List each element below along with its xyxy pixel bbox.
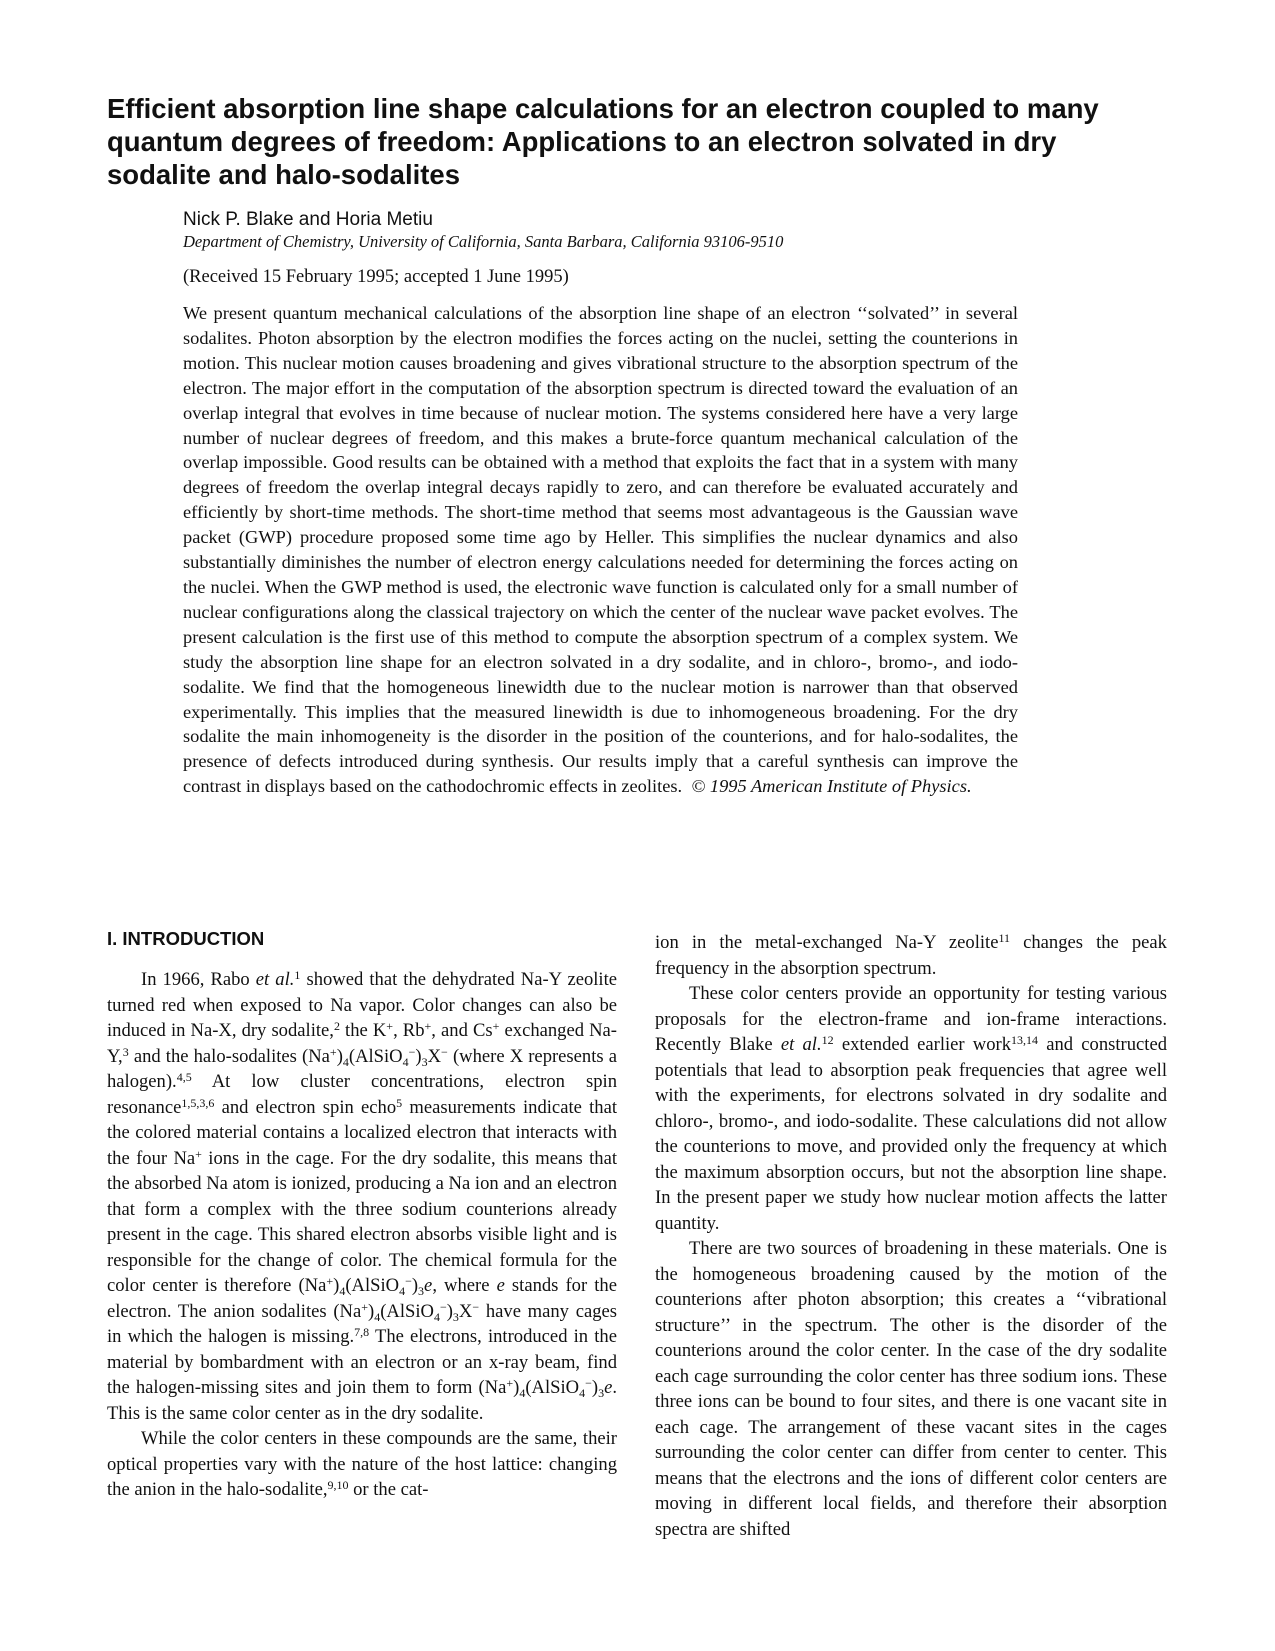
- abstract: [183, 301, 1018, 799]
- section-heading: I. INTRODUCTION: [107, 928, 265, 949]
- intro-paragraph-4: There are two sources of broadening in these materials. One is the homogeneous broadening caused by the motion of the counterions after photon absorption; this creates a ‘‘vibrational structure’’ in the spectrum. The other is the disorder of the counterions around the color center. In the case of the dry sodalite each cage surrounding the color center has three sodium ions. These three ions can be bound to four sites, and there is one vacant site in each cage. The arrangement of these vacant sites in the cages surrounding the color center can differ from center to center. This means that the electrons and the ions of different color centers are moving in different local fields, and therefore their absorption spectra are shifted: [655, 1238, 1167, 1540]
- affiliation: Department of Chemistry, University of California, Santa Barbara, California 93106-9510: [183, 232, 784, 251]
- right-column: [655, 930, 1167, 1542]
- left-column: [107, 928, 617, 1503]
- abstract-text: We present quantum mechanical calculations of the absorption line shape of an electron ‘‘solvated’’ in several sodalites. Photon absorption by the electron modifies the forces acting on the nuclei, setting the counterions in motion. This nuclear motion causes broadening and gives vibrational structure to the absorption spectrum of the electron. The major effort in the computation of the absorption spectrum is directed toward the evaluation of an overlap integral that evolves in time because of nuclear motion. The systems considered here have a very large number of nuclear degrees of freedom, and this makes a brute-force quantum mechanical calculation of the overlap impossible. Good results can be obtained with a method that exploits the fact that in a system with many degrees of freedom the overlap integral decays rapidly to zero, and can therefore be evaluated accurately and efficiently by short-time methods. The short-time method that seems most advantageous is the Gaussian wave packet (GWP) procedure proposed some time ago by Heller. This simplifies the nuclear dynamics and also substantially diminishes the number of electron energy calculations needed for determining the forces acting on the nuclei. When the GWP method is used, the electronic wave function is calculated only for a small number of nuclear configurations along the classical trajectory on which the center of the nuclear wave packet evolves. The present calculation is the first use of this method to compute the absorption spectrum of a complex system. We study the absorption line shape for an electron solvated in a dry sodalite, and in chloro-, bromo-, and iodo-sodalite. We find that the homogeneous linewidth due to the nuclear motion is narrower than that observed experimentally. This implies that the measured linewidth is due to inhomogeneous broadening. For the dry sodalite the main inhomogeneity is the disorder in the position of the counterions, and for halo-sodalites, the presence of defects introduced during synthesis. Our results imply that a careful synthesis can improve the contrast in displays based on the cathodochromic effects in zeolites.: [183, 303, 1018, 797]
- received-dates: (Received 15 February 1995; accepted 1 June 1995): [183, 267, 569, 287]
- intro-paragraph-2: While the color centers in these compounds are the same, their optical properties vary with the nature of the host lattice: changing the anion in the halo-sodalite,$^{9,10}$ or the cat-: [107, 1428, 617, 1500]
- copyright-notice: © 1995 American Institute of Physics.: [691, 776, 972, 797]
- intro-paragraph-1: In 1966, Rabo et al.$^1$ showed that the dehydrated Na-Y zeolite turned red when exposed to Na vapor. Color changes can also be induced in Na-X, dry sodalite,$^2$ the K+, Rb+, and Cs+ exchanged Na-Y,$^3$ and the halo-sodalites $(Na^+)_4(AlSiO_4^-)_3X^-$ (where X represents a halogen).$^{4,5}$ At low cluster concentrations, electron spin resonance$^{1,5,3,6}$ and electron spin echo$^5$ measurements indicate that the colored material contains a localized electron that interacts with the four Na+ ions in the cage. For the dry sodalite, this means that the absorbed Na atom is ionized, producing a Na ion and an electron that form a complex with the three sodium counterions already present in the cage. This shared electron absorbs visible light and is responsible for the change of color. The chemical formula for the color center is therefore $(Na^+)_4(AlSiO_4^-)_3e$, where e stands for the electron. The anion sodalites $(Na^+)_4(AlSiO_4^-)_3X^-$ have many cages in which the halogen is missing.$^{7,8}$ The electrons, introduced in the material by bombardment with an electron or an x-ray beam, find the halogen-missing sites and join them to form $(Na^+)_4(AlSiO_4^-)_3e$. This is the same color center as in the dry sodalite.: [107, 968, 618, 1424]
- authors: Nick P. Blake and Horia Metiu: [183, 209, 433, 230]
- intro-paragraph-2-continued: ion in the metal-exchanged Na-Y zeolite$^{11}$ changes the peak frequency in the absorption spectrum.: [655, 931, 1167, 979]
- paper-title: Efficient absorption line shape calculations for an electron coupled to many quantum degrees of freedom: Applications to an electron solvated in dry sodalite and halo-sodalites: [107, 93, 1099, 190]
- intro-paragraph-3: These color centers provide an opportunity for testing various proposals for the electron-frame and ion-frame interactions. Recently Blake et al.$^{12}$ extended earlier work$^{13,14}$ and constructed potentials that lead to absorption peak frequencies that agree well with the experiments, for electrons solvated in dry sodalite and chloro-, bromo-, and iodo-sodalite. These calculations did not allow the counterions to move, and provided only the frequency at which the maximum absorption occurs, but not the absorption line shape. In the present paper we study how nuclear motion affects the latter quantity.: [655, 983, 1167, 1234]
